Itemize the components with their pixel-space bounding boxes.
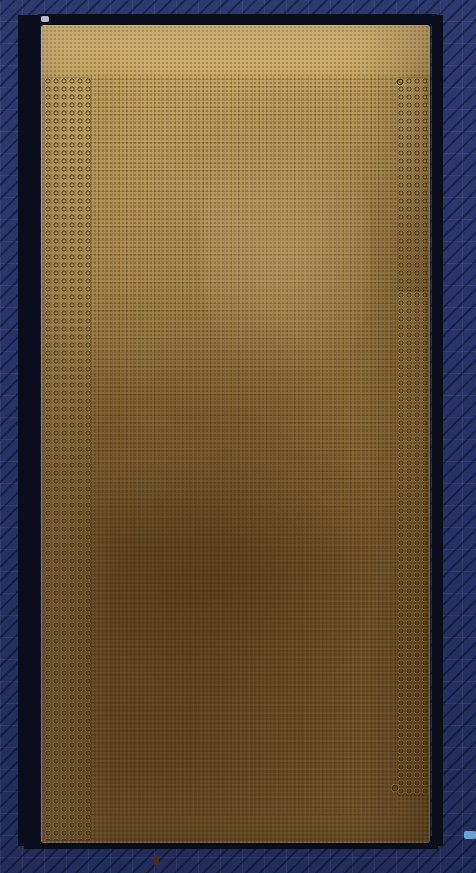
right-hole-strip-bottom — [397, 291, 427, 796]
frame-shadow-right — [432, 15, 443, 846]
gold-panel — [41, 25, 430, 843]
left-hole-strip — [44, 77, 91, 841]
right-hole-strip-top — [397, 77, 427, 291]
light-reflection — [201, 85, 371, 415]
frame-shadow-left — [18, 15, 40, 846]
panel-shadow — [111, 385, 371, 725]
frame-highlight-speck — [41, 16, 49, 22]
corner-hole-top-right — [393, 75, 407, 89]
blue-corner-marker — [464, 831, 476, 839]
bottom-frame-mark — [154, 855, 159, 865]
corner-hole-bottom-right — [388, 781, 402, 795]
panel-top-band — [41, 25, 430, 75]
